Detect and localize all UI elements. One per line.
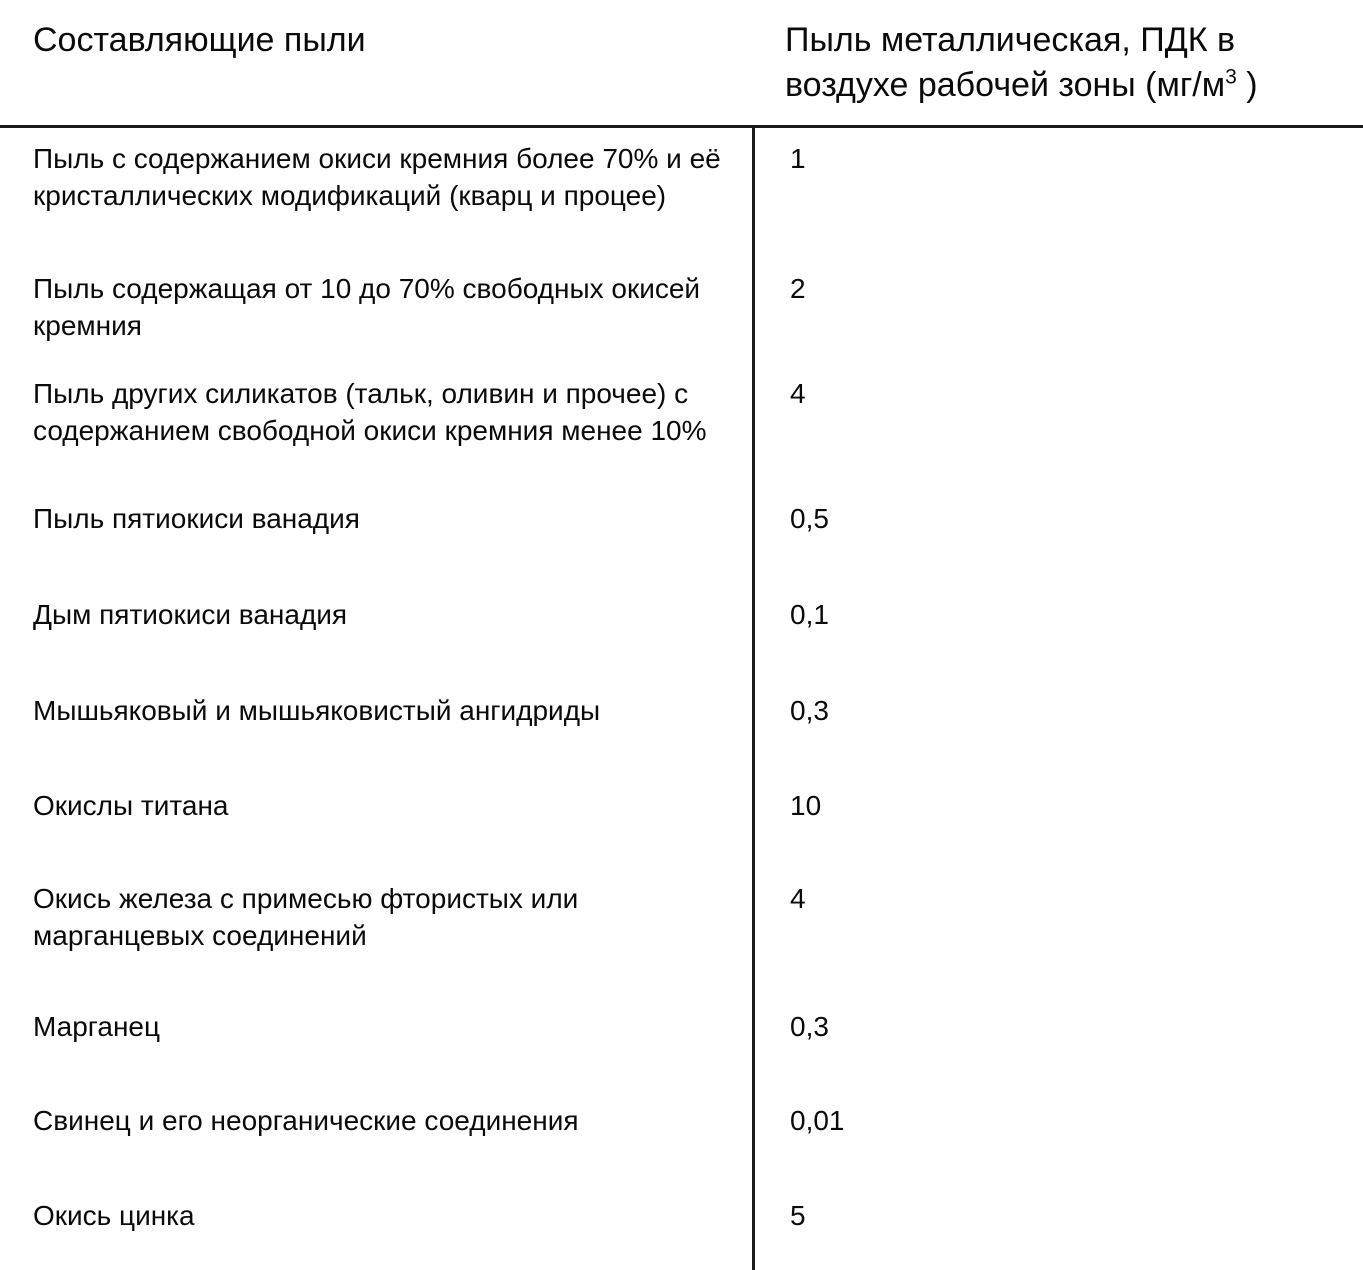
row-value: 5 — [790, 1200, 806, 1231]
row-value: 0,01 — [790, 1105, 845, 1136]
row-name: Пыль других силикатов (тальк, оливин и прочее) с содержанием свободной окиси кремния менее 10% — [0, 375, 755, 500]
row-value: 0,3 — [790, 1011, 829, 1042]
row-name: Пыль пятиокиси ванадия — [0, 500, 755, 596]
table-row — [0, 880, 1363, 1008]
column-header-mpc-line2-suffix: ) — [1236, 66, 1258, 104]
row-name: Свинец и его неорганические соединения — [0, 1102, 755, 1197]
table-row — [0, 375, 1363, 500]
column-header-mpc-superscript: 3 — [1225, 65, 1237, 89]
row-name: Пыль содержащая от 10 до 70% свободных окисей кремния — [0, 270, 755, 375]
table-row — [0, 1102, 1363, 1197]
table-row — [0, 692, 1363, 787]
row-name: Марганец — [0, 1008, 755, 1102]
table-row — [0, 787, 1363, 880]
table-row — [0, 128, 1363, 270]
row-value: 0,5 — [790, 503, 829, 534]
row-name: Окись цинка — [0, 1197, 755, 1270]
table-header-row — [0, 0, 1363, 128]
table-row — [0, 500, 1363, 596]
row-value: 1 — [790, 143, 806, 174]
table-row — [0, 1197, 1363, 1270]
table-row — [0, 270, 1363, 375]
table-row — [0, 596, 1363, 692]
column-header-mpc-line2-prefix: воздухе рабочей зоны (мг/м — [785, 66, 1226, 104]
table-row — [0, 1008, 1363, 1102]
row-value: 0,1 — [790, 599, 829, 630]
column-header-mpc — [755, 0, 1363, 125]
row-value: 4 — [790, 883, 806, 914]
column-header-dust-components: Составляющие пыли — [33, 21, 366, 59]
table-body — [0, 128, 1363, 1270]
row-value: 10 — [790, 790, 822, 821]
row-name: Окислы титана — [0, 787, 755, 880]
row-name: Дым пятиокиси ванадия — [0, 596, 755, 692]
row-name: Пыль с содержанием окиси кремния более 70% и её кристаллических модификаций (кварц и процее) — [0, 128, 755, 270]
row-value: 2 — [790, 273, 806, 304]
row-name: Мышьяковый и мышьяковистый ангидриды — [0, 692, 755, 787]
row-value: 4 — [790, 378, 806, 409]
column-header-mpc-line1: Пыль металлическая, ПДК в — [785, 21, 1236, 59]
row-name: Окись железа с примесью фтористых или марганцевых соединений — [0, 880, 755, 1008]
row-value: 0,3 — [790, 695, 829, 726]
